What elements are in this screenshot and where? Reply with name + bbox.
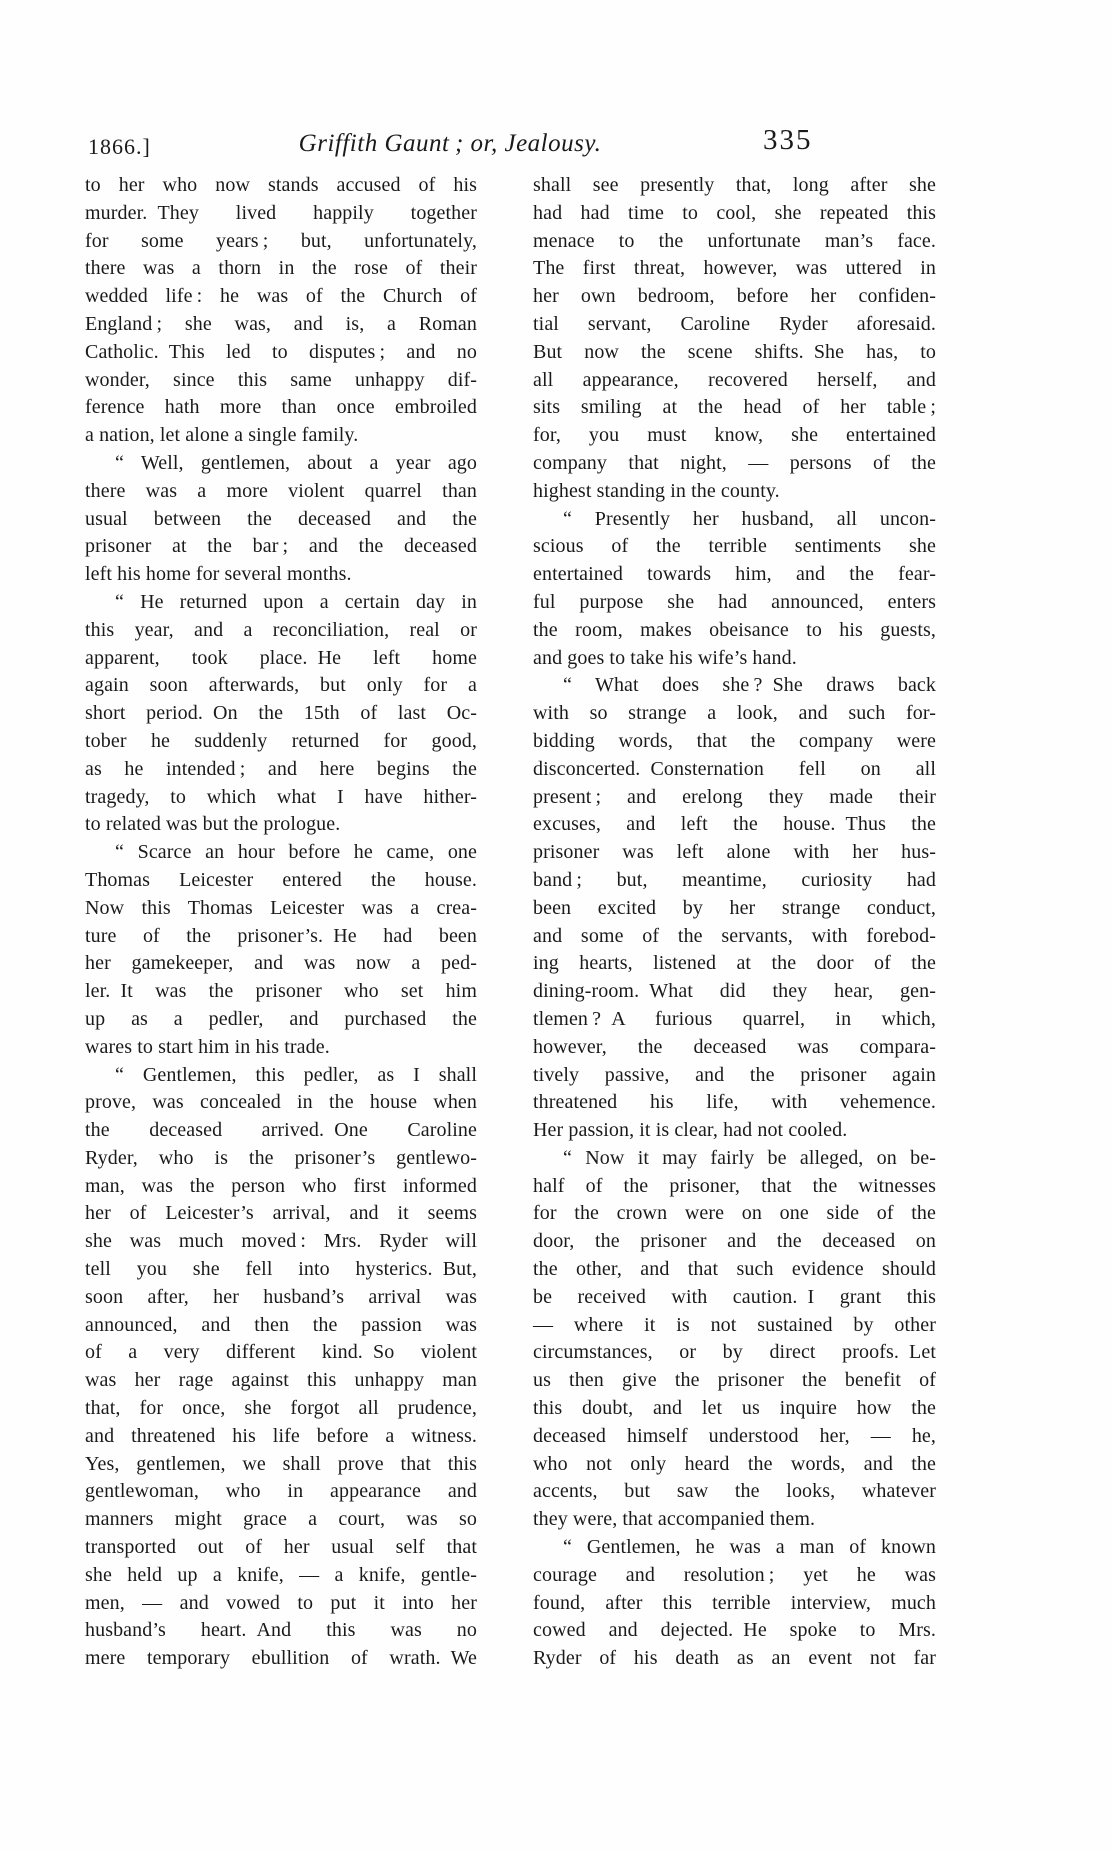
text-line: highest standing in the county. [533,479,780,502]
text-line: the room, makes obeisance to his guests, [533,618,936,641]
text-line: this year, and a reconciliation, real or [85,618,477,641]
text-line: she was much moved : Mrs. Ryder will [85,1230,477,1253]
text-line: bidding words, that the company were [533,729,936,752]
text-line: for the crown were on one side of the [533,1202,936,1225]
text-line: all appearance, recovered herself, and [533,368,936,391]
text-line: tial servant, Caroline Ryder aforesaid. [533,312,936,335]
text-line: murder. They lived happily together [85,201,477,224]
text-line: ference hath more than once embroiled [85,396,477,419]
text-line: the deceased arrived. One Caroline [85,1119,477,1142]
text-line: this doubt, and let us inquire how the [533,1397,936,1420]
text-line: “ What does she ? She draws back [563,674,936,697]
text-line: England ; she was, and is, a Roman [85,312,477,335]
header-page-number: 335 [763,124,813,156]
text-line: menace to the unfortunate man’s face. [533,229,936,252]
text-line: manners might grace a court, was so [85,1508,477,1531]
text-line: The first threat, however, was uttered in [533,257,936,280]
text-line: Catholic. This led to disputes ; and no [85,340,477,363]
text-line: up as a pedler, and purchased the [85,1007,477,1030]
text-line: again soon afterwards, but only for a [85,674,477,697]
text-line: the other, and that such evidence should [533,1258,936,1281]
text-line: deceased himself understood her, — he, [533,1424,936,1447]
text-line: had had time to cool, she repeated this [533,201,936,224]
text-line: wares to start him in his trade. [85,1035,330,1058]
text-line: “ Gentlemen, this pedler, as I shall [115,1063,477,1086]
text-line: — where it is not sustained by other [533,1313,936,1336]
text-line: tober he suddenly returned for good, [85,729,477,752]
text-line: been excited by her strange conduct, [533,896,936,919]
text-line: they were, that accompanied them. [533,1508,816,1531]
text-line: Her passion, it is clear, had not cooled. [533,1119,848,1142]
text-line: for some years ; but, unfortunately, [85,229,477,252]
text-line: husband’s heart. And this was no [85,1619,477,1642]
text-line: mere temporary ebullition of wrath. We [85,1647,477,1670]
text-line: tlemen ? A furious quarrel, in which, [533,1007,936,1030]
text-line: tively passive, and the prisoner again [533,1063,936,1086]
text-line: shall see presently that, long after she [533,174,936,196]
text-line: Ryder of his death as an event not far [533,1647,936,1670]
text-line: as he intended ; and here begins the [85,757,477,780]
text-line: prisoner at the bar ; and the deceased [85,535,477,558]
text-line: and some of the servants, with forebod- [533,924,936,947]
header-title: Griffith Gaunt ; or, Jealousy. [298,130,602,157]
text-line: prove, was concealed in the house when [85,1091,477,1114]
text-line: that, for once, she forgot all prudence, [85,1397,477,1420]
text-line: tell you she fell into hysterics. But, [85,1258,477,1281]
text-line: usual between the deceased and the [85,507,477,530]
text-line: prisoner was left alone with her hus- [533,841,936,864]
text-line: ture of the prisoner’s. He had been [85,924,477,947]
text-line: to related was but the prologue. [85,813,341,836]
text-line: be received with caution. I grant this [533,1285,936,1308]
text-line: man, was the person who first informed [85,1174,477,1197]
text-line: But now the scene shifts. She has, to [533,340,936,363]
text-line: Now this Thomas Leicester was a crea- [85,896,477,919]
text-line: men, — and vowed to put it into her [85,1591,477,1614]
text-line: “ Now it may fairly be alleged, on be- [563,1146,936,1169]
text-line: transported out of her usual self that [85,1536,477,1559]
text-line: and threatened his life before a witness. [85,1424,477,1447]
text-line: and goes to take his wife’s hand. [533,646,797,669]
text-line: gentlewoman, who in appearance and [85,1480,477,1503]
text-line: her of Leicester’s arrival, and it seems [85,1202,477,1225]
text-line: half of the prisoner, that the witnesses [533,1174,936,1197]
text-line: ful purpose she had announced, enters [533,590,936,613]
text-line: disconcerted. Consternation fell on all [533,757,936,780]
text-line: for, you must know, she entertained [533,424,936,447]
text-line: ler. It was the prisoner who set him [85,980,477,1003]
text-line: she held up a knife, — a knife, gentle- [85,1563,477,1586]
text-line: her gamekeeper, and was now a ped- [85,952,477,975]
text-line: scious of the terrible sentiments she [533,535,936,558]
text-line: wedded life : he was of the Church of [85,285,477,308]
text-line: circumstances, or by direct proofs. Let [533,1341,936,1364]
text-line: Ryder, who is the prisoner’s gentlewo- [85,1146,477,1169]
text-line: short period. On the 15th of last Oc- [85,702,477,725]
left-text-column [85,172,477,1673]
right-text-column [533,172,936,1673]
text-line: “ He returned upon a certain day in [115,590,477,613]
text-line: announced, and then the passion was [85,1313,477,1336]
text-line: was her rage against this unhappy man [85,1369,477,1392]
text-line: ing hearts, listened at the door of the [533,952,936,975]
text-line: excuses, and left the house. Thus the [533,813,936,836]
text-line: “ Presently her husband, all uncon- [563,507,936,530]
text-line: sits smiling at the head of her table ; [533,396,936,419]
text-line: who not only heard the words, and the [533,1452,936,1475]
text-line: Yes, gentlemen, we shall prove that this [85,1452,477,1475]
text-line: door, the prisoner and the deceased on [533,1230,936,1253]
text-line: “ Scarce an hour before he came, one [115,841,477,864]
text-line: however, the deceased was compara- [533,1035,936,1058]
text-line: left his home for several months. [85,563,352,586]
text-line: us then give the prisoner the benefit of [533,1369,936,1392]
text-line: “ Well, gentlemen, about a year ago [115,451,477,474]
text-line: company that night, — persons of the [533,451,936,474]
header-year: 1866.] [88,134,151,159]
text-line: apparent, took place. He left home [85,646,477,669]
text-line: found, after this terrible interview, much [533,1591,936,1614]
text-line: threatened his life, with vehemence. [533,1091,936,1114]
text-line: soon after, her husband’s arrival was [85,1285,477,1308]
text-line: tragedy, to which what I have hither- [85,785,477,808]
text-line: cowed and dejected. He spoke to Mrs. [533,1619,936,1642]
text-line: to her who now stands accused of his [85,174,477,196]
text-line: courage and resolution ; yet he was [533,1563,936,1586]
text-line: a nation, let alone a single family. [85,424,359,447]
text-line: band ; but, meantime, curiosity had [533,868,936,891]
text-line: of a very different kind. So violent [85,1341,477,1364]
text-line: “ Gentlemen, he was a man of known [563,1536,936,1559]
text-line: her own bedroom, before her confiden- [533,285,936,308]
text-line: with so strange a look, and such for- [533,702,936,725]
text-line: accents, but saw the looks, whatever [533,1480,936,1503]
text-line: wonder, since this same unhappy dif- [85,368,477,391]
text-line: there was a thorn in the rose of their [85,257,477,280]
text-line: there was a more violent quarrel than [85,479,477,502]
text-line: Thomas Leicester entered the house. [85,868,477,891]
text-line: entertained towards him, and the fear- [533,563,936,586]
text-line: present ; and erelong they made their [533,785,936,808]
text-line: dining-room. What did they hear, gen- [533,980,936,1003]
